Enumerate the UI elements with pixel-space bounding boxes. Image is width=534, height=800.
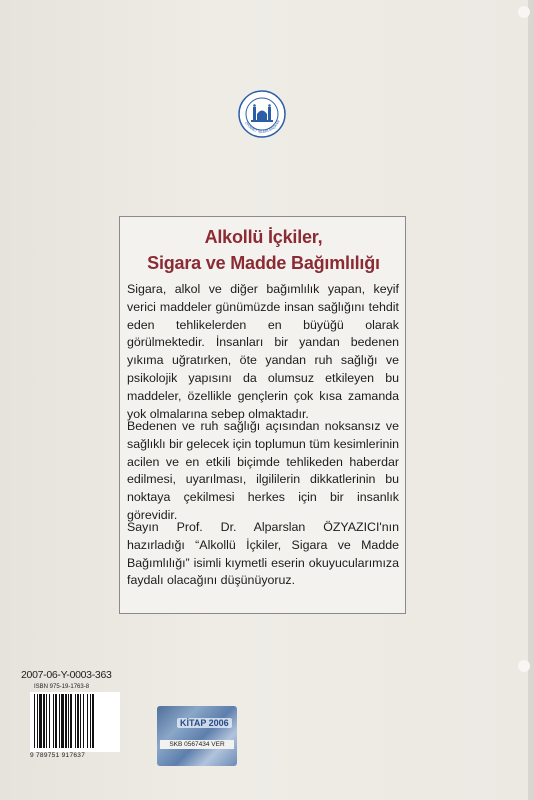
sticker-label: KİTAP 2006 bbox=[177, 718, 232, 728]
hole-mark bbox=[518, 6, 530, 18]
description-paragraph: Sigara, alkol ve diğer bağımlılık yapan, keyif verici maddeler günümüzde insan sağlığını tehdit eden tehlikelerden en büyüğü olarak görülmektedir. İnsanları bir yandan bedenen yıkıma uğratırken, öte yandan ruh sağlığı ve psikolojik yapısını da olumsuz etkileyen bu maddeler, özellikle gençlerin çok kısa zamanda yok olmalarına sebep olmaktadır. bbox=[127, 282, 399, 421]
page-edge bbox=[528, 0, 534, 800]
hologram-sticker bbox=[157, 706, 237, 766]
description-paragraph: Sayın Prof. Dr. Alparslan ÖZYAZICI'nın hazırladığı “Alkollü İçkiler, Sigara ve Madde Bağımlılığı” isimli kıymetli eserin okuyucularımıza faydalı olacağını düşünüyoruz. bbox=[127, 520, 399, 588]
sticker-serial: SKB 0567434 VER bbox=[160, 740, 234, 749]
book-title-line2: Sigara ve Madde Bağımlılığı bbox=[147, 253, 380, 273]
description-paragraph: Bedenen ve ruh sağlığı açısından noksansız ve sağlıklı bir gelecek için toplumun tüm kesimlerinin acilen ve en etkili biçimde tehlikeden haberdar edilmesi, uyarılması, ilgililerin dikkatlerinin bu noktaya çekilmesi herkes için bir insanlık görevidir. bbox=[127, 419, 399, 522]
barcode-number: 9 789751 917637 bbox=[30, 752, 86, 759]
description-box bbox=[119, 216, 406, 614]
hole-mark bbox=[518, 660, 530, 672]
isbn-label: ISBN 975-19-1763-8 bbox=[34, 684, 90, 690]
dib-seal-icon bbox=[238, 90, 286, 138]
barcode bbox=[30, 692, 120, 752]
svg-text:DİYANET İŞLERİ BAŞKANLIĞI: DİYANET İŞLERİ BAŞKAN bbox=[244, 119, 281, 134]
publication-code: 2007-06-Y-0003-363 bbox=[21, 669, 112, 681]
book-title-line1: Alkollü İçkiler, bbox=[204, 227, 323, 247]
